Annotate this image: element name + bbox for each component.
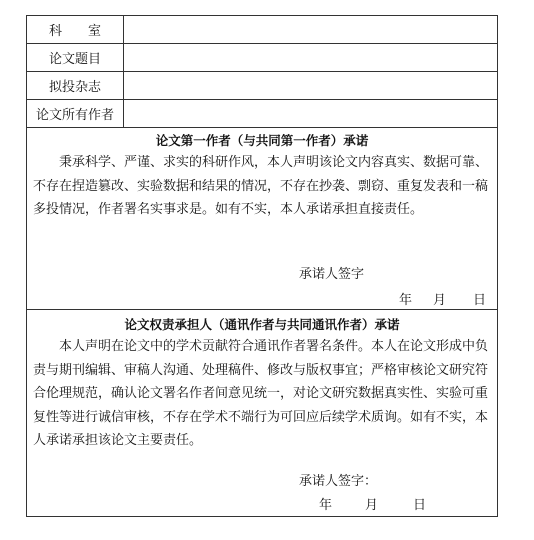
all-authors-row [27, 99, 497, 128]
paper-title-label: 论文题目 [27, 43, 124, 71]
date-month: 月 [433, 293, 447, 308]
department-field[interactable] [124, 16, 497, 43]
corresponding-author-commitment-title: 论文权责承担人（通讯作者与共同通讯作者）承诺 [124, 317, 400, 332]
target-journal-row [27, 71, 497, 100]
corresponding-author-signature-label: 承诺人签字： [299, 474, 378, 489]
date-year: 年 [399, 293, 413, 308]
commitment-form [26, 15, 498, 517]
date-day: 日 [413, 498, 427, 513]
department-row [27, 16, 497, 44]
corresponding-author-commitment [27, 310, 497, 516]
all-authors-label: 论文所有作者 [27, 99, 124, 127]
first-author-commitment-title: 论文第一作者（与共同第一作者）承诺 [155, 133, 369, 148]
first-author-commitment [27, 127, 497, 310]
date-year: 年 [319, 498, 333, 513]
corresponding-author-commitment-text: 本人声明在论文中的学术贡献符合通讯作者署名条件。本人在论文形成中负责与期刊编辑、审稿人沟通、处理稿件、修改与版权事宜；严格审核论文研究符合伦理规范，确认论文署名作者间意见统一，对论文研究数据真实性、实验可重复性等进行诚信审核，不存在学术不端行为可回应后续学术质询。如有不实，本人承诺承担该论文主要责任。 [33, 339, 489, 448]
first-author-commitment-text: 秉承科学、严谨、求实的科研作风，本人声明该论文内容真实、数据可靠、不存在捏造篡改、实验数据和结果的情况，不存在抄袭、剽窃、重复发表和一稿多投情况，作者署名实事求是。如有不实，本人承诺承担直接责任。 [33, 155, 489, 217]
paper-title-row [27, 43, 497, 72]
first-author-signature-label: 承诺人签字 [299, 267, 365, 282]
date-month: 月 [365, 498, 379, 513]
target-journal-field[interactable] [124, 71, 497, 99]
target-journal-label: 拟投杂志 [27, 71, 124, 99]
date-day: 日 [473, 293, 487, 308]
paper-title-field[interactable] [124, 43, 497, 71]
all-authors-field[interactable] [124, 99, 497, 127]
department-label: 科 室 [27, 16, 124, 43]
